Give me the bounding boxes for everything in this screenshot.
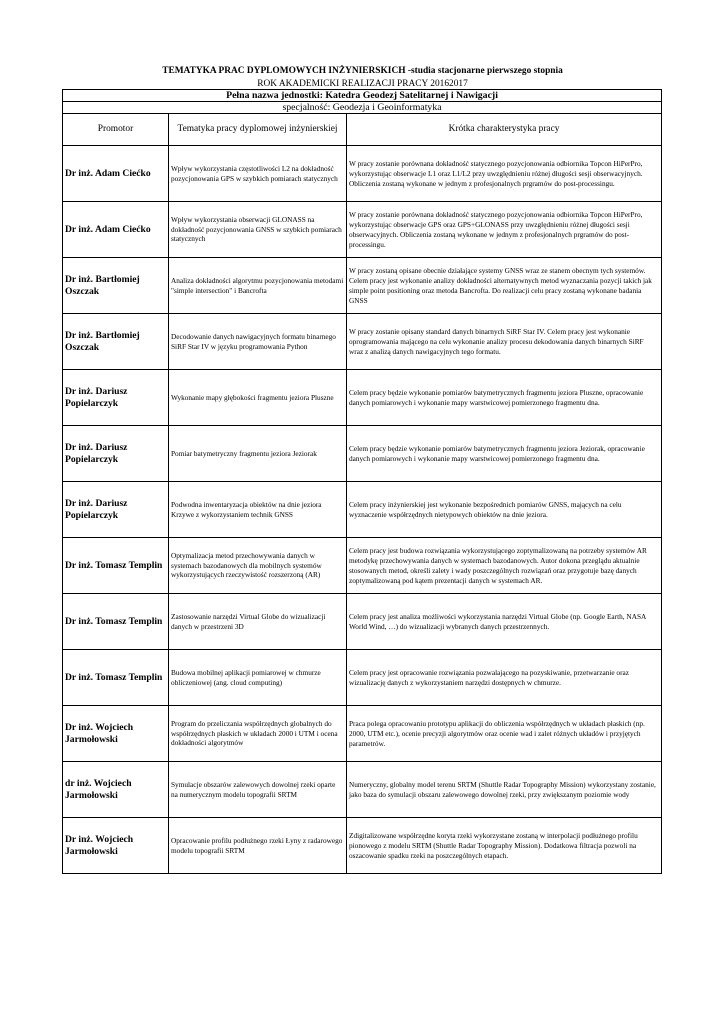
table-row [63, 762, 662, 818]
promotor-cell: Dr inż. Bartłomiej Oszczak [63, 314, 169, 370]
description-cell: Celem pracy będzie wykonanie pomiarów batymetrycznych fragmentu jeziora Pluszne, opracowanie danych pomiarowych i wykonanie mapy warstwicowej pomierzonego fragmentu dna. [347, 370, 662, 426]
table-row [63, 202, 662, 258]
promotor-cell: Dr inż. Adam Ciećko [63, 202, 169, 258]
topic-cell: Decodowanie danych nawigacyjnych formatu binarnego SiRF Star IV w języku programowania Python [169, 314, 347, 370]
promotor-cell: Dr inż. Wojciech Jarmołowski [63, 818, 169, 874]
topic-cell: Optymalizacja metod przechowywania danych w systemach bazodanowych dla mobilnych systemów wykorzystujących rzeczywistość rozszerzoną (AR) [169, 538, 347, 594]
topic-cell: Analiza dokładności algorytmu pozycjonowania metodami "simple intersection" i Bancrofta [169, 258, 347, 314]
topic-cell: Symulacje obszarów zalewowych dowolnej rzeki oparte na numerycznym modelu topografii SRTM [169, 762, 347, 818]
specialty-name: specjalność: Geodezja i Geoinformatyka [63, 102, 662, 114]
description-cell: Celem pracy jest opracowanie rozwiązania pozwalającego na pozyskiwanie, przetwarzanie oraz wizualizację danych z wykorzystaniem narzędzi dostępnych w chmurze. [347, 650, 662, 706]
description-cell: Celem pracy jest budowa rozwiązania wykorzystującego zoptymalizowaną na potrzeby systemów AR metodykę przechowywania danych w systemach bazodanowych. Autor dokona przeglądu aktualnie stosowanych metod, określi zalety i wady poszczególnych rozwiązań oraz przygotuje bazę danych zoptymalizowaną pod kątem prezentacji danych w systemach AR. [347, 538, 662, 594]
description-cell: W pracy zostanie porównana dokładność statycznego pozycjonowania odbiornika Topcon HiPerPro, wykorzystując obserwacje GPS oraz GPS+GLONASS przy uwzględnieniu różnej długości sesji obserwacyjnych. Obliczenia zostaną wykonane w jednym z profesjonalnych prgramów do post-processingu. [347, 202, 662, 258]
table-row [63, 594, 662, 650]
promotor-cell: dr inż. Wojciech Jarmołowski [63, 762, 169, 818]
description-cell: Zdigitalizowane współrzędne koryta rzeki wykorzystane zostaną w interpolacji podłużnego profilu pionowego z modelu SRTM (Shuttle Radar Topography Mission). Dodatkowa filtracja pozwoli na oszacowanie spadku rzeki na poszczególnych etapach. [347, 818, 662, 874]
description-cell: Celem pracy inżynierskiej jest wykonanie bezpośrednich pomiarów GNSS, mających na celu wyznaczenie współrzędnych nietypowych obiektów na dnie jeziora. [347, 482, 662, 538]
table-row [63, 146, 662, 202]
column-header-topic: Tematyka pracy dyplomowej inżynierskiej [169, 114, 347, 146]
unit-row [63, 90, 662, 102]
column-header-row [63, 114, 662, 146]
description-cell: W pracy zostaną opisane obecnie działające systemy GNSS wraz ze stanem obecnym tych systemów. Celem pracy jest wykonanie analizy dokładności alternatywnych metod wyznaczania pozycji takich jak simple point positioning oraz metoda Bancrofta. Do realizacji celu pracy zostaną wykonane badania GNSS [347, 258, 662, 314]
unit-name: Pełna nazwa jednostki: Katedra Geodezj Satelitarnej i Nawigacji [63, 90, 662, 102]
topic-cell: Wpływ wykorzystania obserwacji GLONASS na dokładność pozycjonowania GNSS w szybkich pomiarach statycznych [169, 202, 347, 258]
topic-cell: Opracowanie profilu podłużnego rzeki Łyny z radarowego modelu topografii SRTM [169, 818, 347, 874]
topic-cell: Program do przeliczania współrzędnych globalnych do współrzędnych płaskich w układach 2000 i UTM i ocena dokładności algorytmów [169, 706, 347, 762]
table-row [63, 258, 662, 314]
promotor-cell: Dr inż. Dariusz Popielarczyk [63, 482, 169, 538]
table-row [63, 706, 662, 762]
promotor-cell: Dr inż. Tomasz Templin [63, 650, 169, 706]
thesis-topics-table [62, 89, 662, 874]
specialty-row [63, 102, 662, 114]
promotor-cell: Dr inż. Dariusz Popielarczyk [63, 426, 169, 482]
promotor-cell: Dr inż. Adam Ciećko [63, 146, 169, 202]
description-cell: Celem pracy jest analiza możliwości wykorzystania narzędzi Virtual Globe (np. Google Earth, NASA World Wind, …) do wizualizacji wybranych danych przestrzennych. [347, 594, 662, 650]
description-cell: W pracy zostanie porównana dokładność statycznego pozycjonowania odbiornika Topcon HiPerPro, wykorzystując obserwacje L1 oraz L1/L2 przy uwzględnieniu różnej długości sesji obserwacyjnych. Obliczenia zostaną wykonane w jednym z profesjonalnych prgramów do post-processingu. [347, 146, 662, 202]
promotor-cell: Dr inż. Wojciech Jarmołowski [63, 706, 169, 762]
table-row [63, 426, 662, 482]
promotor-cell: Dr inż. Tomasz Templin [63, 594, 169, 650]
description-cell: Numeryczny, globalny model terenu SRTM (Shuttle Radar Topography Mission) wykorzystany zostanie, jako baza do symulacji obszaru zalewowego dowolnej rzeki, przy zwiększanym poziomie wody [347, 762, 662, 818]
document-title: TEMATYKA PRAC DYPLOMOWYCH INŻYNIERSKICH -studia stacjonarne pierwszego stopnia [162, 66, 563, 76]
promotor-cell: Dr inż. Dariusz Popielarczyk [63, 370, 169, 426]
academic-year: ROK AKADEMICKI REALIZACJI PRACY 20162017 [257, 79, 468, 89]
table-row [63, 650, 662, 706]
topic-cell: Zastosowanie narzędzi Virtual Globe do wizualizacji danych w przestrzeni 3D [169, 594, 347, 650]
column-header-description: Krótka charakterystyka pracy [347, 114, 662, 146]
description-cell: Celem pracy będzie wykonanie pomiarów batymetrycznych fragmentu jeziora Jeziorak, opracowanie danych pomiarowych i wykonanie mapy warstwicowej pomierzonego fragmentu dna. [347, 426, 662, 482]
table-row [63, 314, 662, 370]
topic-cell: Wykonanie mapy głębokości fragmentu jeziora Pluszne [169, 370, 347, 426]
table-row [63, 482, 662, 538]
topic-cell: Wpływ wykorzystania częstotliwości L2 na dokładność pozycjonowania GPS w szybkich pomiarach statycznych [169, 146, 347, 202]
description-cell: Praca polega opracowaniu prototypu aplikacji do obliczenia współrzędnych w układach płaskich (np. 2000, UTM etc.), ocenie precyzji algorytmów oraz ocenie wad i zalet różnych układów i przyjętych parametrów. [347, 706, 662, 762]
table-row [63, 370, 662, 426]
topic-cell: Budowa mobilnej aplikacji pomiarowej w chmurze obliczeniowej (ang. cloud computing) [169, 650, 347, 706]
description-cell: W pracy zostanie opisany standard danych binarnych SiRF Star IV. Celem pracy jest wykonanie oprogramowania mającego na celu wykonanie analizy procesu dekodowania danych binarnych SiRF wraz z analizą danych nawigacyjnych tego formatu. [347, 314, 662, 370]
topic-cell: Pomiar batymetryczny fragmentu jeziora Jeziorak [169, 426, 347, 482]
promotor-cell: Dr inż. Tomasz Templin [63, 538, 169, 594]
column-header-promotor: Promotor [63, 114, 169, 146]
table-row [63, 538, 662, 594]
promotor-cell: Dr inż. Bartłomiej Oszczak [63, 258, 169, 314]
topic-cell: Podwodna inwentaryzacja obiektów na dnie jeziora Krzywe z wykorzystaniem technik GNSS [169, 482, 347, 538]
table-row [63, 818, 662, 874]
